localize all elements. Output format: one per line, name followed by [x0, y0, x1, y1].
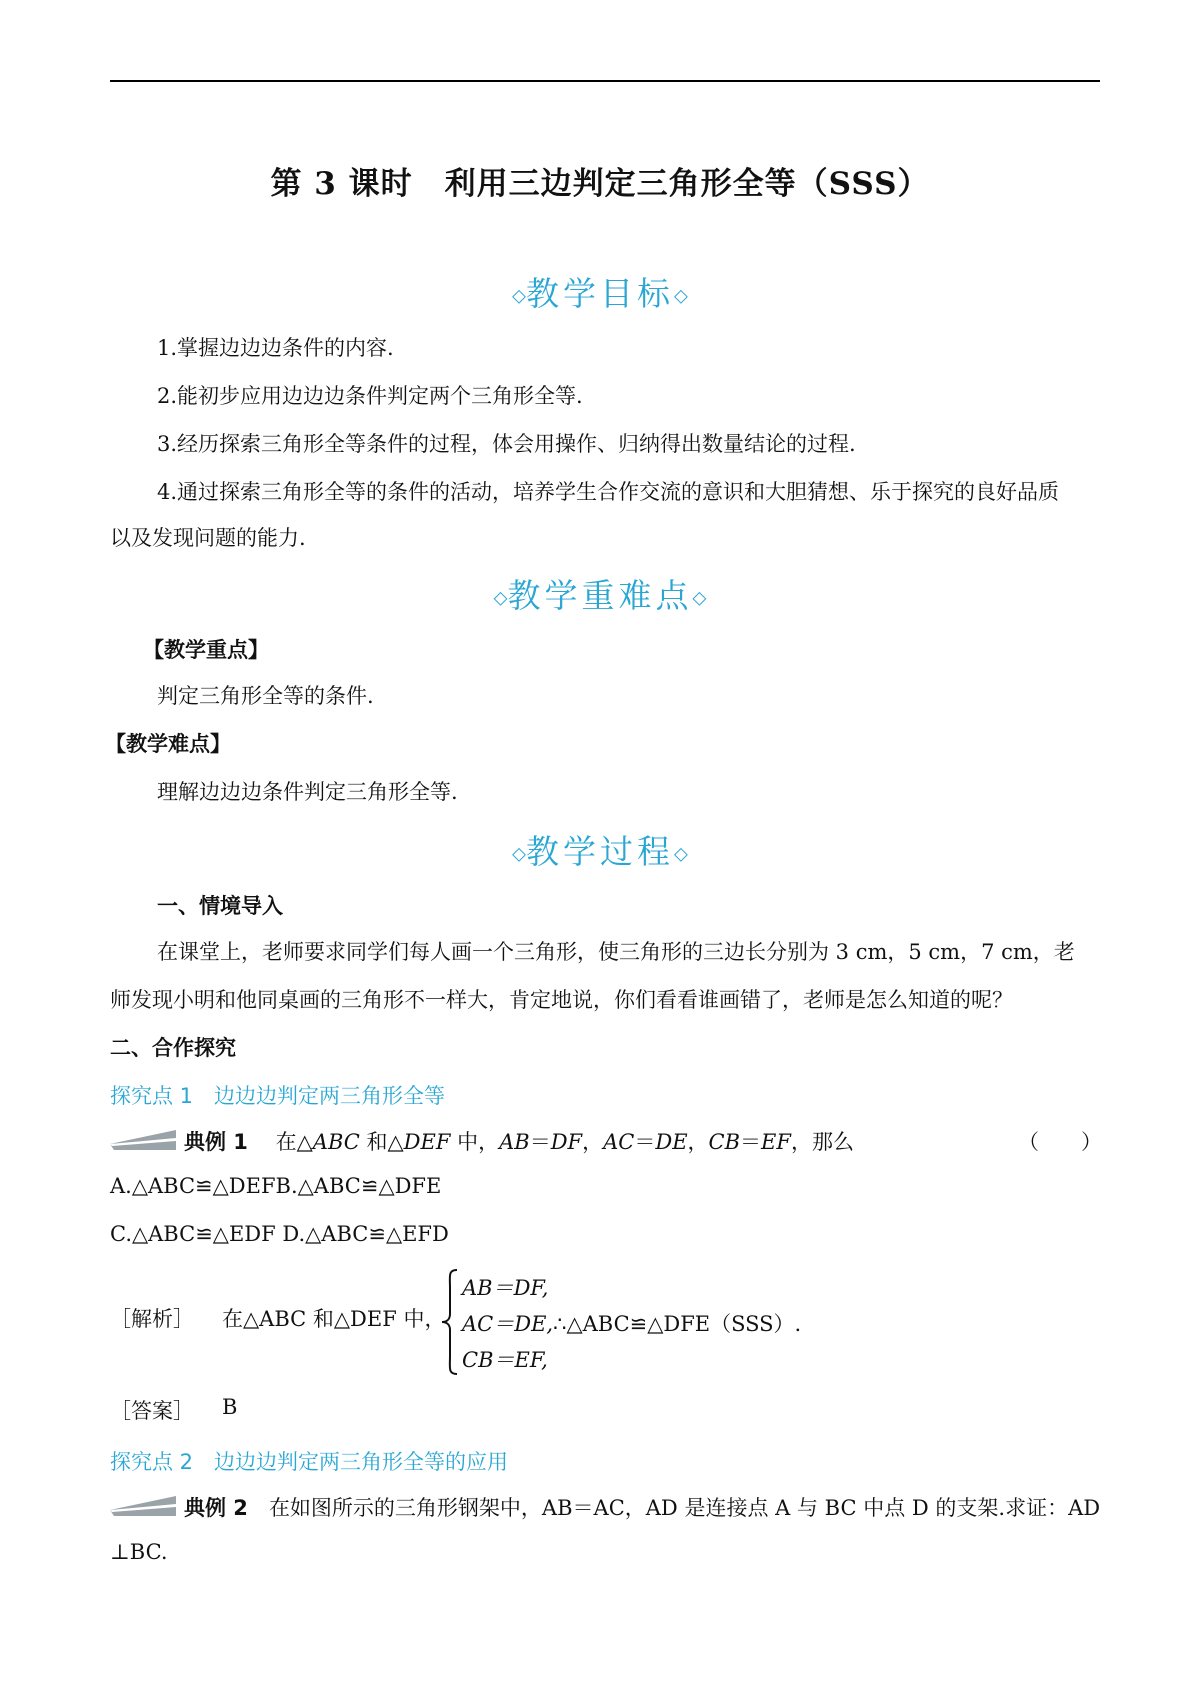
system-equation: AB＝DF, — [462, 1276, 549, 1300]
system-equation-row: AC＝DE,∴△ABC≌△DFE（SSS）. — [462, 1312, 802, 1336]
example2-line-continued: ⊥BC. — [110, 1540, 168, 1564]
section-heading-process: ◇教学过程◇ — [512, 832, 688, 871]
analysis-intro: 在△ABC 和△DEF 中， — [222, 1307, 446, 1331]
key-point-text: 判定三角形全等的条件. — [157, 684, 374, 708]
key-point-label: 【教学重点】 — [143, 638, 269, 662]
header-rule — [110, 80, 1100, 82]
example2-label: 典例 2 — [184, 1496, 248, 1520]
answer-blank: （ ） — [1018, 1130, 1102, 1154]
example1-label: 典例 1 — [184, 1130, 248, 1154]
objective-item: 1.掌握边边边条件的内容. — [157, 336, 394, 360]
objective-item-continued: 以及发现问题的能力. — [110, 526, 306, 550]
option-c: C.△ABC≌△EDF — [110, 1222, 276, 1246]
diamond-icon: ◇ — [692, 587, 707, 609]
option-d: D.△ABC≌△EFD — [282, 1222, 449, 1246]
example-badge-icon — [110, 1496, 176, 1516]
answer-value: B — [222, 1395, 238, 1419]
part1-heading: 一、情境导入 — [157, 894, 283, 918]
answer-label: ［答案］ — [110, 1399, 194, 1423]
explore2-heading: 探究点 2 边边边判定两三角形全等的应用 — [110, 1450, 509, 1474]
page-title: 第 3 课时 利用三边判定三角形全等（SSS） — [270, 166, 930, 202]
part1-paragraph-line: 师发现小明和他同桌画的三角形不一样大，肯定地说，你们看看谁画错了，老师是怎么知道的呢？ — [110, 988, 1013, 1012]
system-equation: CB＝EF, — [462, 1348, 548, 1372]
example2-line: 典例 2 在如图所示的三角形钢架中，AB＝AC，AD 是连接点 A 与 BC 中点 D 的支架.求证：AD — [184, 1496, 1101, 1520]
objective-item: 2.能初步应用边边边条件判定两个三角形全等. — [157, 384, 583, 408]
part2-heading: 二、合作探究 — [110, 1036, 236, 1060]
conclusion: ∴△ABC≌△DFE — [553, 1312, 711, 1336]
objective-item: 3.经历探索三角形全等条件的过程，体会用操作、归纳得出数量结论的过程. — [157, 432, 856, 456]
part1-paragraph-line: 在课堂上，老师要求同学们每人画一个三角形，使三角形的三边长分别为 3 cm，5 cm，7 cm，老 — [157, 940, 1075, 964]
option-line — [110, 1174, 441, 1198]
brace-icon — [440, 1268, 460, 1376]
diamond-icon: ◇ — [674, 285, 688, 307]
analysis-label: ［解析］ — [110, 1307, 194, 1331]
explore1-heading: 探究点 1 边边边判定两三角形全等 — [110, 1084, 446, 1108]
option-line — [110, 1222, 449, 1246]
option-b: B.△ABC≌△DFE — [275, 1174, 442, 1198]
difficulty-text: 理解边边边条件判定三角形全等. — [157, 780, 458, 804]
equation-system — [462, 1270, 801, 1378]
difficulty-label: 【教学难点】 — [105, 732, 231, 756]
example1-line: 典例 1 在△ABC 和△DEF 中，AB＝DF，AC＝DE，CB＝EF，那么 — [184, 1130, 854, 1154]
objective-item: 4.通过探索三角形全等的条件的活动，培养学生合作交流的意识和大胆猜想、乐于探究的良好品质 — [157, 480, 1060, 504]
section-heading-key-points: ◇教学重难点◇ — [493, 576, 707, 615]
diamond-icon: ◇ — [493, 587, 508, 609]
diamond-icon: ◇ — [674, 843, 688, 865]
section-heading-objectives: ◇教学目标◇ — [512, 274, 688, 313]
example-badge-icon — [110, 1130, 176, 1150]
diamond-icon: ◇ — [512, 843, 526, 865]
option-a: A.△ABC≌△DEF — [110, 1174, 276, 1198]
diamond-icon: ◇ — [512, 285, 526, 307]
